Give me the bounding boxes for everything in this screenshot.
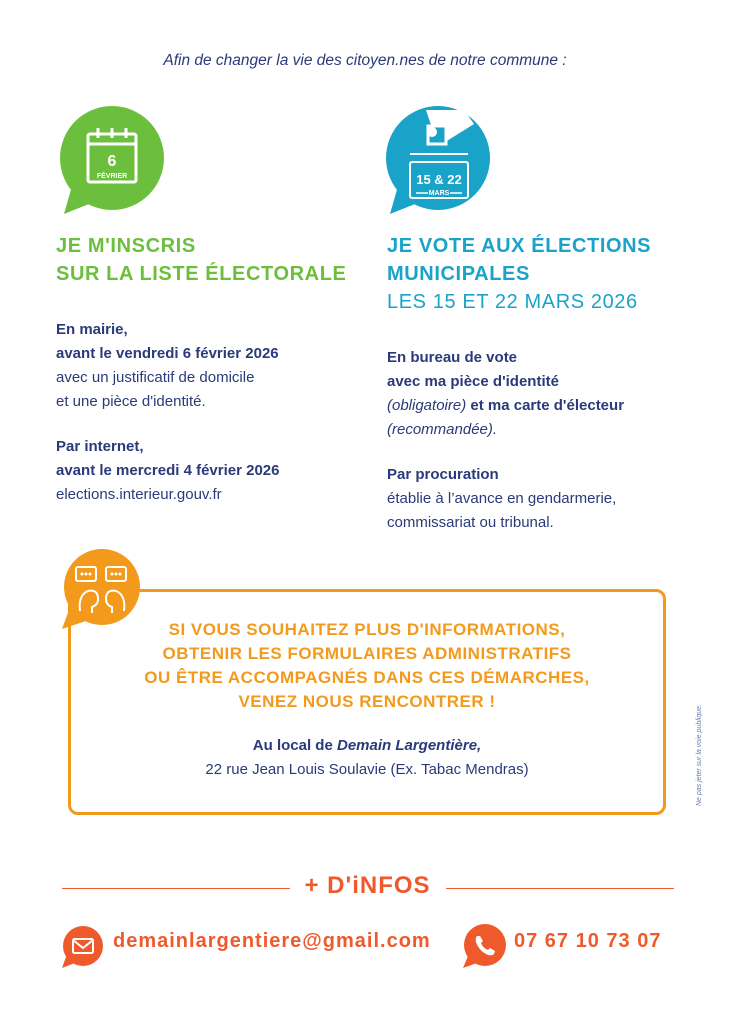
bureau-carte: et ma carte d'électeur — [466, 397, 625, 414]
calendar-day: 6 — [107, 153, 117, 170]
mail-icon — [60, 925, 106, 969]
bureau-recommandee: (recommandée). — [387, 421, 498, 438]
bureau-line2 — [387, 394, 707, 418]
info-line2: OBTENIR LES FORMULAIRES ADMINISTRATIFS — [162, 644, 572, 663]
right-heading-line2: MUNICIPALES — [387, 263, 530, 285]
plus-infos-title: + D'iNFOS — [304, 872, 431, 899]
email-link[interactable]: demainlargentiere@gmail.com — [113, 930, 431, 952]
internet-site-link[interactable]: elections.interieur.gouv.fr — [56, 486, 222, 503]
intro-text: Afin de changer la vie des citoyen.nes de notre commune : — [163, 52, 567, 69]
right-heading-line1: JE VOTE AUX ÉLECTIONS — [387, 235, 652, 257]
left-heading-line2: SUR LA LISTE ÉLECTORALE — [56, 263, 347, 285]
mairie-title: En mairie, — [56, 321, 128, 338]
local-address — [68, 734, 666, 782]
divider-left — [62, 888, 290, 889]
phone-icon — [460, 923, 508, 969]
mairie-line2: et une pièce d'identité. — [56, 393, 206, 410]
calendar-icon — [58, 104, 168, 216]
ballot-dates: 15 & 22 — [416, 172, 462, 187]
info-line1: SI VOUS SOUHAITEZ PLUS D'INFORMATIONS, — [168, 620, 566, 639]
phone-number-link[interactable]: 07 67 10 73 07 — [514, 930, 662, 952]
left-heading-line1: JE M'INSCRIS — [56, 235, 196, 257]
info-line4: VENEZ NOUS RENCONTRER ! — [238, 692, 496, 711]
right-column — [387, 232, 707, 535]
info-title — [68, 618, 666, 714]
right-heading-line3: LES 15 ET 22 MARS 2026 — [387, 291, 638, 313]
procuration-line2: commissariat ou tribunal. — [387, 514, 554, 531]
address-line: 22 rue Jean Louis Soulavie (Ex. Tabac Mendras) — [205, 761, 529, 778]
local-prefix: Au local de — [252, 737, 337, 754]
left-column — [56, 232, 366, 507]
side-note: Ne pas jeter sur la voie publique. — [696, 704, 703, 806]
bureau-obligatoire: (obligatoire) — [387, 397, 467, 414]
mairie-line1: avec un justificatif de domicile — [56, 369, 255, 386]
bureau-title: En bureau de vote — [387, 349, 518, 366]
local-line — [68, 734, 666, 758]
info-line3: OU ÊTRE ACCOMPAGNÉS DANS CES DÉMARCHES, — [144, 668, 590, 687]
procuration-line1: établie à l’avance en gendarmerie, — [387, 490, 617, 507]
calendar-month: FÉVRIER — [96, 173, 128, 180]
ballot-box-icon — [382, 104, 494, 216]
bureau-line1: avec ma pièce d'identité — [387, 373, 559, 390]
ballot-month: MARS — [428, 190, 450, 197]
procuration-title: Par procuration — [387, 466, 499, 483]
mairie-deadline: avant le vendredi 6 février 2026 — [56, 345, 279, 362]
divider-right — [446, 888, 674, 889]
internet-deadline: avant le mercredi 4 février 2026 — [56, 462, 280, 479]
internet-title: Par internet, — [56, 438, 144, 455]
local-name: Demain Largentière, — [336, 737, 482, 754]
